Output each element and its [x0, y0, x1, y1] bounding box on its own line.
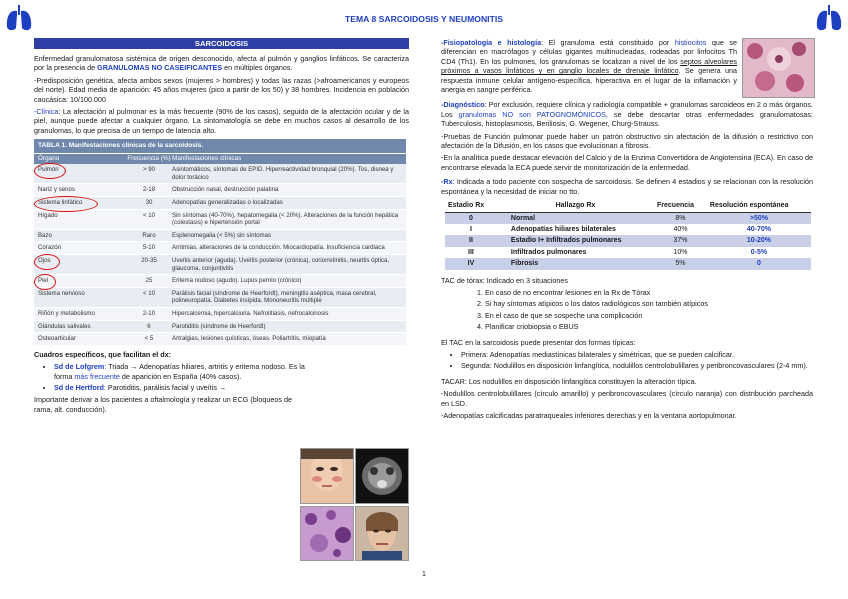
table-caption: TABLA 1. Manifestaciones clínicas de la sarcoidosis.	[34, 139, 406, 153]
highlight-circle	[34, 254, 60, 270]
fisiopatologia-paragraph: -Fisiopatología e histología: El granuloma está constituido por histiocitos que se diferencian en macrófagos y células gigantes multinucleadas, rodeadas por linfocitos Th CD4 (Th1). En los pulmones, los granulomas se localizan a nivel de los septos alveolares próximos a vasos linfáticos y en ganglio locales de drenaje linfático. Se genera una respuesta inmune celular antígeno-específica, hiperactiva en el lugar de la inflamación y anergia en sangre periférica.	[441, 38, 738, 95]
epidemiology-paragraph: -Predisposición genética, afecta ambos sexos (mujeres > hombres) y todas las razas (>afroamericanos y europeos del norte). Edad media de aparición: 45 años mujeres (pico a partir de los 50) y 38 hombres. Incidencia en población caucásica: 10/100.000	[34, 75, 409, 104]
list-item: • Sd de Hertford: Parotiditis, parálisis facial y uveítis →	[54, 383, 312, 392]
diagnostico-paragraph: -Diagnóstico: Por exclusión, requiere clínica y radiología compatible + granulomas sarcoideos en 2 o más órganos. Los granulomas NO son PATOGNOMÓNICOS, se debe descartar otras enfermedades granulomatosas: Tuberculosis, histoplasmosis, Beriliosis, G. Wegener, Churg-Strauss.	[441, 100, 813, 129]
tac-forms-title: El TAC en la sarcoidosis puede presentar dos formas típicas:	[441, 337, 636, 347]
table-header: Estadio Rx Hallazgo Rx Frecuencia Resolución espontánea	[445, 200, 811, 212]
table-row: Riñón y metabolismo 2-10 Hipercalcemia, hipercalciuria. Nefrolitiasis, nefrocalcinosis	[34, 308, 406, 321]
facial-palsy-image	[355, 506, 409, 561]
tac-forms-list	[441, 350, 813, 371]
table-row: Glándulas salivales 6 Parotiditis (síndrome de Heerfordt)	[34, 321, 406, 334]
cuadros-title: Cuadros específicos, que facilitan el dx:	[34, 349, 172, 359]
list-item: 2. Si hay síntomas atípicos o los datos radiológicos son también atípicos	[485, 299, 813, 308]
erythema-nodosum-image	[300, 448, 354, 504]
tac-title: TAC de tórax: Indicado en 3 situaciones	[441, 275, 568, 285]
ct-scan-image	[355, 448, 409, 504]
table-row: 0 Normal 8% >50%	[445, 212, 811, 224]
analitica-paragraph: -En la analítica puede destacar elevación del Calcio y de la Enzima Convertidora de Angiotensina (ECA). En caso de encontrarse elevada la ECA puede servir de monitorización de la enfermedad.	[441, 153, 813, 172]
table-row: Ojos 20-35 Uveítis anterior (aguda). Uveítis posterior (crónica), coriorretinitis, neuritis óptica, glaucoma, conjuntivitis	[34, 255, 406, 275]
left-column	[34, 38, 409, 417]
table-row: Piel 25 Eritema nodoso (agudo). Lupus pernio (crónico)	[34, 275, 406, 288]
section-header: SARCOIDOSIS	[34, 38, 409, 49]
table-row: IV Fibrosis 5% 0	[445, 258, 811, 269]
table-row: Sistema linfático 30 Adenopatías generalizadas o localizadas	[34, 197, 406, 210]
highlight-circle	[34, 196, 98, 212]
pfr-paragraph: -Pruebas de Función pulmonar puede haber un patrón obstructivo sin afectación de la difusión o restrictivo con afectación de la Difusión, en los casos que evolucionan a fibrosis.	[441, 131, 813, 151]
list-item: 3. En el caso de que se sospeche una complicación	[485, 311, 813, 320]
closing-paragraph: Importante derivar a los pacientes a oftalmología y realizar un ECG (bloqueos de rama, alt. conducción).	[34, 395, 292, 414]
table-row: III Infiltrados pulmonares 10% 0-5%	[468, 248, 768, 256]
table-row: Nariz y senos 2-18 Obstrucción nasal, destrucción palatina	[34, 184, 406, 197]
list-item: 1. En caso de no encontrar lesiones en la Rx de Tórax	[485, 288, 813, 297]
list-item: 4. Planificar criobiopsia o EBUS	[485, 322, 813, 331]
table-row: Bazo Raro Esplenomegalia (< 5%) sin síntomas	[34, 230, 406, 243]
tacar-nodules-paragraph: -Nodulillos centrolobulillares (círculo amarillo) y peribroncovasculares (círculo naranja) con distribución parcheada en LSD.	[441, 389, 813, 408]
rx-paragraph: -Rx: Indicada a todo paciente con sospecha de sarcoidosis. Se definen 4 estadios y se relacionan con la resolución espontánea y la necesidad de iniciar no tto.	[441, 177, 813, 196]
intro-paragraph: Enfermedad granulomatosa sistémica de origen desconocido, afecta al pulmón y ganglios linfáticos. Se caracteriza por la presencia de GRANULOMAS NO CASEIFICANTES en múltiples órganos.	[34, 54, 409, 73]
syndromes-list	[34, 362, 312, 392]
page-number: 1	[422, 571, 426, 578]
list-item: • Segunda: Nodulillos en disposición linfangítica, nodulillos centrolobulillares y peribroncovasculares (2-4 mm).	[461, 361, 813, 370]
table-row: Corazón 5-10 Arritmias, alteraciones de la conducción. Miocardiopatía. Insuficiencia cardiaca	[34, 242, 406, 255]
table-row: Osteoarticular < 5 Artralgias, lesiones quísticas, óseas. Poliartritis, miopatía	[34, 333, 406, 346]
list-item: • Sd de Lofgrem: Triada → Adenopatías hiliares, artritis y eritema nodoso. Es la forma más frecuente de aparición en España (40% casos).	[54, 362, 312, 381]
tacar-adenopathy-paragraph: -Adenopatías calcificadas paratraqueales inferiores derechas y en la ventana aortopulmonar.	[441, 411, 737, 420]
rx-stages-table	[445, 200, 811, 269]
table-row: II Estadio I+ Infiltrados pulmonares 37% 10-20%	[445, 235, 811, 246]
page-title: TEMA 8 SARCOIDOSIS Y NEUMONITIS	[345, 14, 503, 24]
clinica-paragraph: -Clínica: La afectación al pulmonar es la más frecuente (90% de los casos), seguido de la afectación ocular y de la piel, aunque puede afectar a cualquier órgano. La sintomatología se debe en muchos casos al desarrollo de los granulomas, lo que precisa de un tiempo de latencia alto.	[34, 107, 409, 135]
clinical-manifestations-table	[34, 139, 406, 346]
histology-image	[300, 506, 354, 561]
tacar-paragraph: TACAR: Los nodulillos en disposición linfangítica constituyen la alteración típica.	[441, 376, 697, 386]
tac-indications-list	[441, 288, 813, 332]
table-row: Pulmón > 90 Asintomáticos, síntomas de EPID. Hiperreactividad bronquial (20%). Tos, disnea y dolor torácico	[34, 164, 406, 184]
table-header: Órgano Frecuencia (%) Manifestaciones clínicas	[34, 153, 406, 164]
granuloma-histology-image	[742, 38, 815, 98]
table-row: I Adenopatías hiliares bilaterales 40% 40-70%	[469, 225, 772, 233]
table-row: Sistema nervioso < 10 Parálisis facial (síndrome de Heerfordt), meningitis aséptica, masa cerebral, polineuropatía. Diabetes insípida. Mononeuritis múltiple	[34, 288, 406, 308]
list-item: • Primera: Adenopatías mediastínicas bilaterales y simétricas, que se pueden calcificar.	[461, 350, 813, 359]
highlight-circle	[34, 163, 66, 179]
table-row: Hígado < 10 Sin síntomas (40-70%), hepatomegalia (< 20%). Alteraciones de la función hepática (colestasis) e hipertensión portal	[34, 210, 406, 230]
